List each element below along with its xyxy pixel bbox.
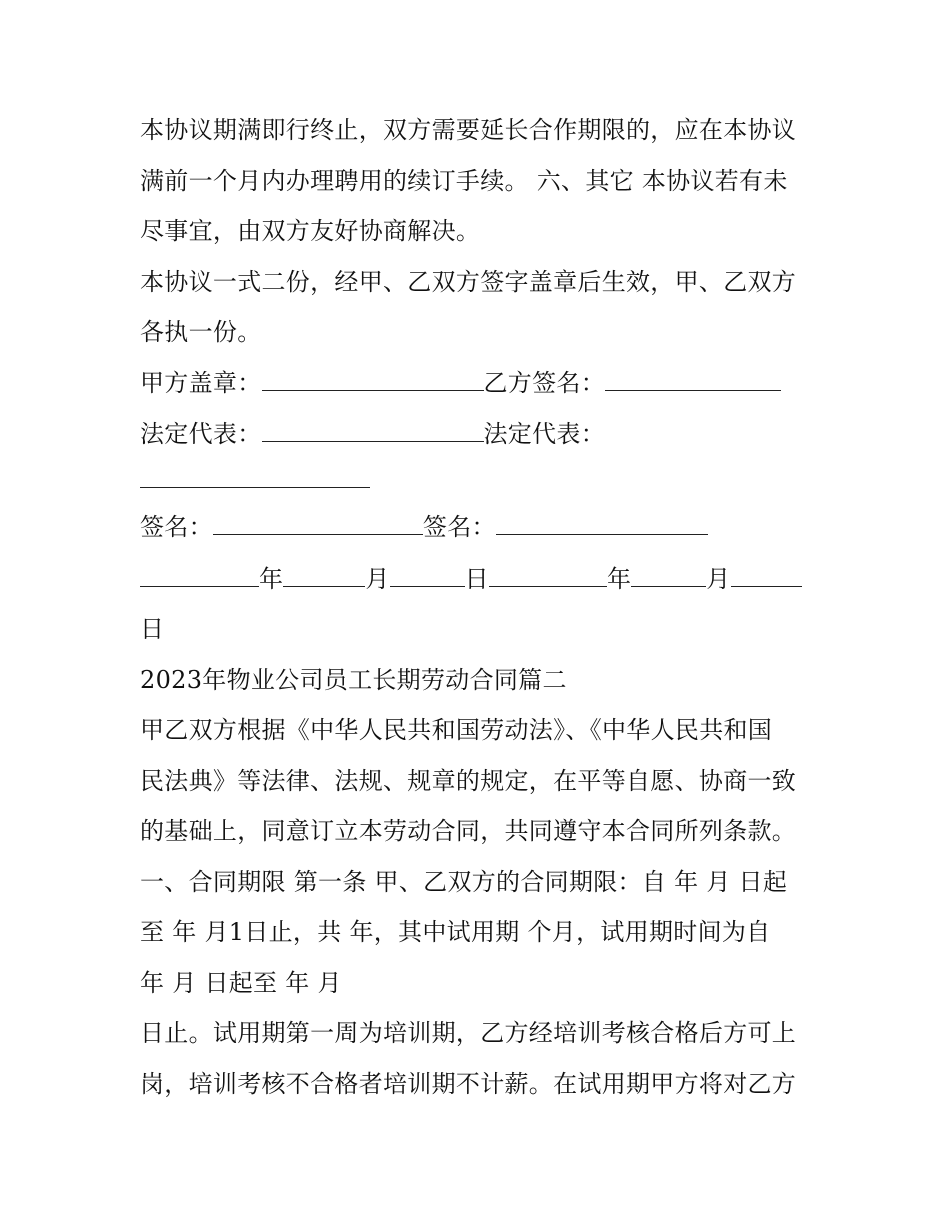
legal-rep-a-label: 法定代表： xyxy=(140,420,262,448)
body-text-line: 本协议一式二份，经甲、乙双方签字盖章后生效，甲、乙双方 xyxy=(140,268,797,296)
year-a-label: 年 xyxy=(259,565,284,593)
legal-rep-b-blank xyxy=(140,465,370,488)
body-text-line: 的基础上，同意订立本劳动合同，共同遵守本合同所列条款。 xyxy=(140,817,797,845)
signature-line-legal-rep xyxy=(140,419,605,449)
legal-rep-a-blank xyxy=(262,419,484,442)
party-a-seal-label: 甲方盖章： xyxy=(140,369,262,397)
month-a-label: 月 xyxy=(365,565,390,593)
signature-line-seal xyxy=(140,368,781,398)
year-a-blank xyxy=(140,564,259,587)
year-b-blank xyxy=(489,564,607,587)
party-b-sign-blank xyxy=(605,368,781,391)
month-b-label: 月 xyxy=(706,565,731,593)
signature-line-sign xyxy=(140,512,708,542)
body-text-line: 民法典》等法律、法规、规章的规定，在平等自愿、协商一致 xyxy=(140,767,797,795)
section-title: 2023年物业公司员工长期劳动合同篇二 xyxy=(140,666,567,694)
year-b-label: 年 xyxy=(606,565,632,593)
body-text-line: 日止。试用期第一周为培训期，乙方经培训考核合格后方可上 xyxy=(140,1019,797,1047)
body-text-line: 至 年 月1日止，共 年，其中试用期 个月，试用期时间为自 xyxy=(140,918,771,946)
signature-line-legal-rep-b-blank xyxy=(140,465,370,495)
month-a-blank xyxy=(283,564,365,587)
body-text-line: 本协议期满即行终止，双方需要延长合作期限的，应在本协议 xyxy=(140,116,797,144)
body-text-line: 尽事宜，由双方友好协商解决。 xyxy=(140,217,481,245)
sign-b-label: 签名： xyxy=(422,513,496,541)
party-b-sign-label: 乙方签名： xyxy=(483,369,605,397)
body-text-line: 甲乙双方根据《中华人民共和国劳动法》、《中华人民共和国 xyxy=(140,716,773,744)
signature-line-day-b xyxy=(140,614,164,644)
sign-a-blank xyxy=(213,512,423,535)
day-a-label: 日 xyxy=(464,565,489,593)
day-b-blank xyxy=(731,564,802,587)
sign-a-label: 签名： xyxy=(140,513,213,541)
day-a-blank xyxy=(390,564,465,587)
body-text-line: 满前一个月内办理聘用的续订手续。 六、其它 本协议若有未 xyxy=(140,167,788,195)
month-b-blank xyxy=(631,564,706,587)
legal-rep-b-label: 法定代表： xyxy=(483,420,605,448)
signature-line-date xyxy=(140,564,802,594)
day-b-label: 日 xyxy=(140,615,165,643)
body-text-line: 一、合同期限 第一条 甲、乙双方的合同期限：自 年 月 日起 xyxy=(140,868,788,896)
body-text-line: 各执一份。 xyxy=(140,318,262,346)
sign-b-blank xyxy=(496,512,708,535)
body-text-line: 岗，培训考核不合格者培训期不计薪。在试用期甲方将对乙方 xyxy=(140,1070,797,1098)
party-a-seal-blank xyxy=(262,368,484,391)
body-text-line: 年 月 日起至 年 月 xyxy=(140,969,342,997)
